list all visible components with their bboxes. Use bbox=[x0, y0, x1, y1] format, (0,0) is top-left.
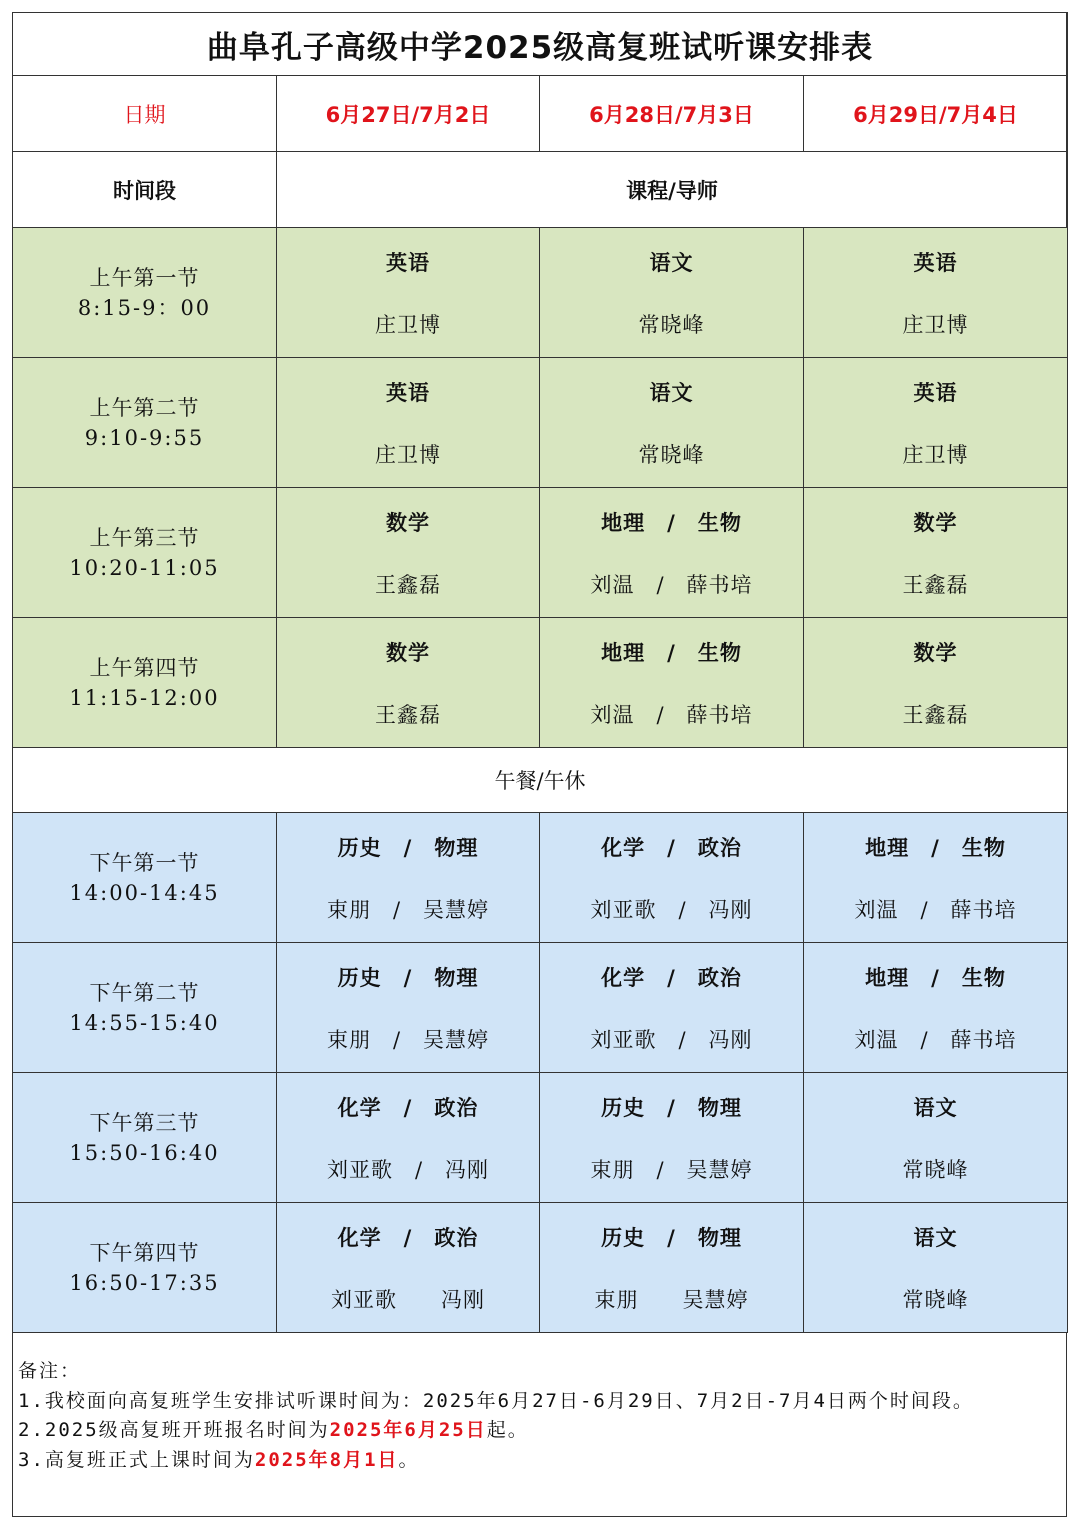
lunch-row bbox=[13, 748, 1068, 813]
class-cell: 历史 / 物理 束朋 / 吴慧婷 bbox=[277, 943, 540, 1073]
class-cell: 数学 王鑫磊 bbox=[804, 488, 1068, 618]
time-slot: 下午第四节 16:50-17:35 bbox=[13, 1203, 277, 1333]
class-cell: 化学 / 政治 刘亚歌 / 冯刚 bbox=[540, 813, 804, 943]
schedule-row bbox=[13, 618, 1068, 748]
class-cell: 数学 王鑫磊 bbox=[804, 618, 1068, 748]
class-cell: 数学 王鑫磊 bbox=[277, 488, 540, 618]
class-cell: 地理 / 生物 刘温 / 薛书培 bbox=[540, 488, 804, 618]
class-cell: 地理 / 生物 刘温 / 薛书培 bbox=[540, 618, 804, 748]
class-cell: 英语 庄卫博 bbox=[804, 228, 1068, 358]
class-cell: 地理 / 生物 刘温 / 薛书培 bbox=[804, 813, 1068, 943]
schedule-row bbox=[13, 813, 1068, 943]
class-cell: 英语 庄卫博 bbox=[277, 228, 540, 358]
notes-heading: 备注： bbox=[18, 1360, 82, 1382]
course-teacher-label: 课程/导师 bbox=[277, 152, 1068, 228]
class-cell: 历史 / 物理 束朋 吴慧婷 bbox=[540, 1203, 804, 1333]
date-column-1: 6月27日/7月2日 bbox=[277, 76, 540, 152]
date-column-2: 6月28日/7月3日 bbox=[540, 76, 804, 152]
class-start-date: 2025年8月1日 bbox=[254, 1448, 399, 1471]
date-column-3: 6月29日/7月4日 bbox=[804, 76, 1068, 152]
time-period-label: 时间段 bbox=[13, 152, 277, 228]
class-cell: 语文 常晓峰 bbox=[540, 358, 804, 488]
class-cell: 化学 / 政治 刘亚歌 / 冯刚 bbox=[540, 943, 804, 1073]
class-cell: 语文 常晓峰 bbox=[804, 1073, 1068, 1203]
schedule-row bbox=[13, 228, 1068, 358]
class-cell: 语文 常晓峰 bbox=[804, 1203, 1068, 1333]
class-cell: 化学 / 政治 刘亚歌 / 冯刚 bbox=[277, 1073, 540, 1203]
time-slot: 上午第一节 8:15-9：00 bbox=[13, 228, 277, 358]
class-cell: 历史 / 物理 束朋 / 吴慧婷 bbox=[540, 1073, 804, 1203]
time-slot: 上午第四节 11:15-12:00 bbox=[13, 618, 277, 748]
date-header-row bbox=[13, 76, 1068, 152]
schedule-row bbox=[13, 488, 1068, 618]
date-label: 日期 bbox=[13, 76, 277, 152]
class-cell: 数学 王鑫磊 bbox=[277, 618, 540, 748]
note-1: 1.我校面向高复班学生安排试听课时间为：2025年6月27日-6月29日、7月2日-7月4日两个时间段。 bbox=[18, 1389, 974, 1412]
note-2: 2.2025级高复班开班报名时间为2025年6月25日起。 bbox=[18, 1419, 529, 1441]
enrollment-date: 2025年6月25日 bbox=[329, 1419, 487, 1441]
class-cell: 语文 常晓峰 bbox=[540, 228, 804, 358]
time-slot: 下午第一节 14:00-14:45 bbox=[13, 813, 277, 943]
class-cell: 英语 庄卫博 bbox=[804, 358, 1068, 488]
page-title: 曲阜孔子高级中学2025级高复班试听课安排表 bbox=[13, 13, 1068, 76]
schedule-row bbox=[13, 1203, 1068, 1333]
schedule-row bbox=[13, 1073, 1068, 1203]
class-cell: 英语 庄卫博 bbox=[277, 358, 540, 488]
class-cell: 地理 / 生物 刘温 / 薛书培 bbox=[804, 943, 1068, 1073]
note-3: 3.高复班正式上课时间为2025年8月1日。 bbox=[18, 1448, 420, 1471]
subheader-row bbox=[13, 152, 1068, 228]
time-slot: 上午第三节 10:20-11:05 bbox=[13, 488, 277, 618]
time-slot: 下午第二节 14:55-15:40 bbox=[13, 943, 277, 1073]
class-cell: 历史 / 物理 束朋 / 吴慧婷 bbox=[277, 813, 540, 943]
time-slot: 下午第三节 15:50-16:40 bbox=[13, 1073, 277, 1203]
notes-section bbox=[18, 1357, 1058, 1475]
time-slot: 上午第二节 9:10-9:55 bbox=[13, 358, 277, 488]
class-cell: 化学 / 政治 刘亚歌 冯刚 bbox=[277, 1203, 540, 1333]
schedule-row bbox=[13, 358, 1068, 488]
schedule-table bbox=[12, 12, 1068, 1333]
schedule-row bbox=[13, 943, 1068, 1073]
lunch-break: 午餐/午休 bbox=[13, 748, 1068, 813]
